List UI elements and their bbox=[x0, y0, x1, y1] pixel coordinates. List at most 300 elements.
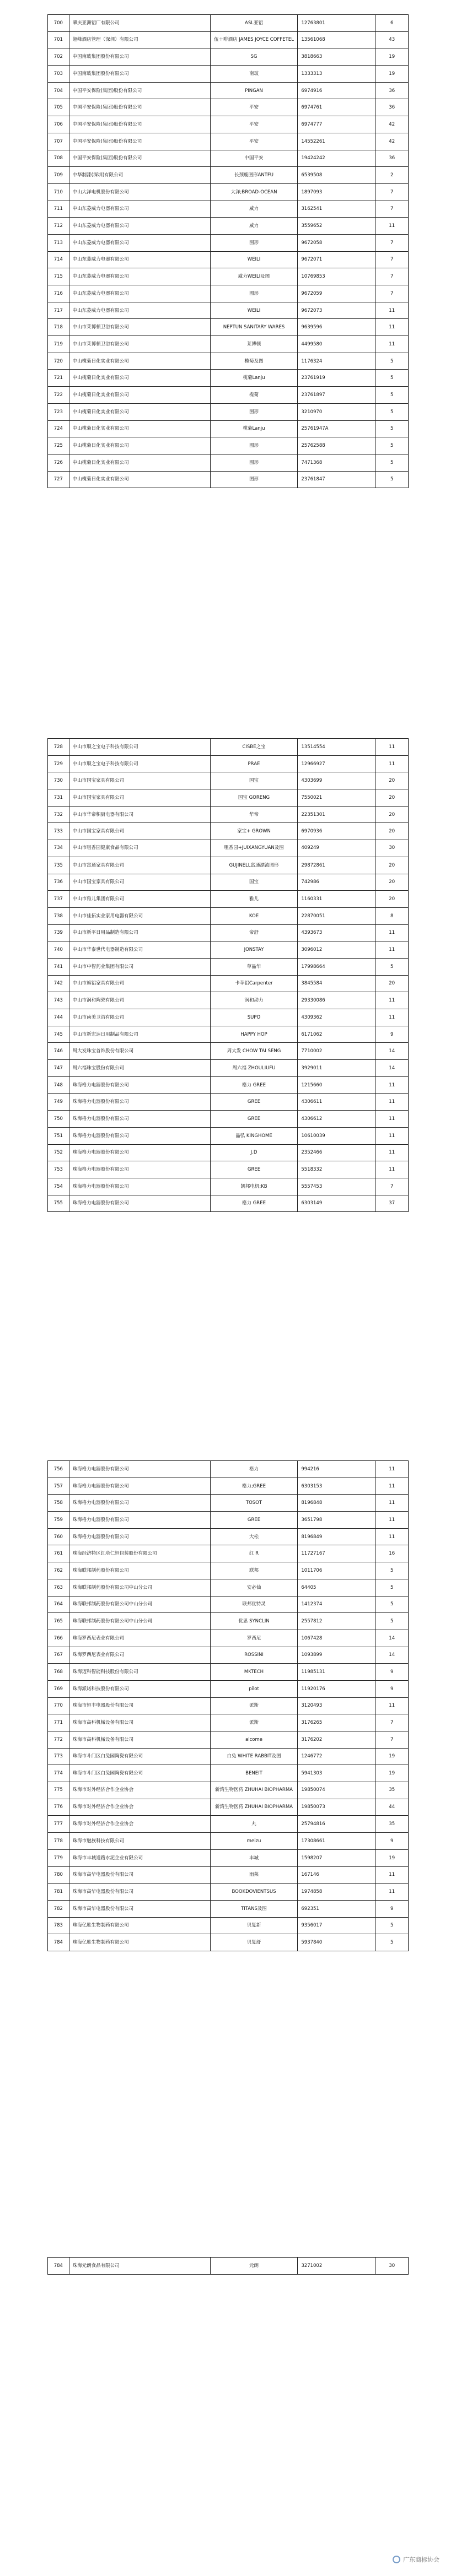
company-name: 珠海市恒丰电器股份有限公司 bbox=[69, 1697, 210, 1714]
table-row bbox=[48, 1512, 409, 1529]
company-name: 珠海亿胜生物制药有限公司 bbox=[69, 1934, 210, 1951]
brand-name: 榄菊及图 bbox=[210, 353, 298, 370]
registration-number: 25761947A bbox=[298, 420, 375, 437]
brand-name: 威力WEILI及图 bbox=[210, 268, 298, 285]
table-row bbox=[48, 1076, 409, 1094]
table-row bbox=[48, 353, 409, 370]
registration-number: 6539508 bbox=[298, 167, 375, 184]
brand-name: 帝舒 bbox=[210, 924, 298, 941]
company-name: 中山榄菊日化实业有限公司 bbox=[69, 403, 210, 420]
brand-name: 大洋;BROAD-OCEAN bbox=[210, 183, 298, 201]
table-row bbox=[48, 1680, 409, 1697]
row-number: 726 bbox=[48, 454, 69, 471]
class-number: 30 bbox=[375, 2258, 409, 2275]
table-row bbox=[48, 15, 409, 32]
registration-number: 3845584 bbox=[298, 975, 375, 992]
company-name: 中山市国宝家具有限公司 bbox=[69, 874, 210, 891]
row-number: 775 bbox=[48, 1782, 69, 1799]
brand-name: 卡苹铝Carpenter bbox=[210, 975, 298, 992]
table-row bbox=[48, 218, 409, 235]
class-number: 11 bbox=[375, 1478, 409, 1495]
brand-name: 周大发 CHOW TAI SENG bbox=[210, 1043, 298, 1060]
registration-number: 13514554 bbox=[298, 739, 375, 756]
company-name: 中山市咀香园健康食品有限公司 bbox=[69, 840, 210, 857]
company-name: 中山市新平日用品制造有限公司 bbox=[69, 924, 210, 941]
class-number: 37 bbox=[375, 1195, 409, 1212]
class-number: 11 bbox=[375, 755, 409, 772]
row-number: 754 bbox=[48, 1178, 69, 1195]
row-number: 712 bbox=[48, 218, 69, 235]
brand-name: 榄菊Lanju bbox=[210, 420, 298, 437]
class-number: 44 bbox=[375, 1799, 409, 1816]
brand-name: 贝复新 bbox=[210, 1917, 298, 1934]
brand-name: WEILI bbox=[210, 251, 298, 268]
row-number: 700 bbox=[48, 15, 69, 32]
registration-number: 5937840 bbox=[298, 1934, 375, 1951]
brand-name: SG bbox=[210, 48, 298, 66]
row-number: 718 bbox=[48, 319, 69, 336]
row-number: 783 bbox=[48, 1917, 69, 1934]
brand-name: 丰城 bbox=[210, 1849, 298, 1866]
company-name: 中山市润和陶瓷有限公司 bbox=[69, 992, 210, 1009]
table-row bbox=[48, 1816, 409, 1833]
company-name: 珠海格力电器股份有限公司 bbox=[69, 1178, 210, 1195]
class-number: 11 bbox=[375, 1144, 409, 1161]
company-name: 珠海罗西尼表业有限公司 bbox=[69, 1630, 210, 1647]
class-number: 20 bbox=[375, 891, 409, 908]
registration-number: 12763801 bbox=[298, 15, 375, 32]
brand-name: NEPTUN SANITARY WARES bbox=[210, 319, 298, 336]
class-number: 11 bbox=[375, 1076, 409, 1094]
company-name: 珠海格力电器股份有限公司 bbox=[69, 1127, 210, 1144]
company-name: 中山东菱威力电器有限公司 bbox=[69, 302, 210, 319]
table-row bbox=[48, 1495, 409, 1512]
brand-name: 图形 bbox=[210, 403, 298, 420]
company-name: 中山榄菊日化实业有限公司 bbox=[69, 471, 210, 488]
row-number: 751 bbox=[48, 1127, 69, 1144]
registration-number: 19850073 bbox=[298, 1799, 375, 1816]
company-name: 珠海格力电器股份有限公司 bbox=[69, 1528, 210, 1545]
table-row bbox=[48, 133, 409, 150]
row-number: 761 bbox=[48, 1545, 69, 1562]
company-name: 周六福珠宝股份有限公司 bbox=[69, 1060, 210, 1077]
table-row bbox=[48, 167, 409, 184]
class-number: 11 bbox=[375, 1512, 409, 1529]
row-number: 776 bbox=[48, 1799, 69, 1816]
row-number: 743 bbox=[48, 992, 69, 1009]
table-row bbox=[48, 1900, 409, 1917]
table-row bbox=[48, 1647, 409, 1664]
brand-name: CISBE之宝 bbox=[210, 739, 298, 756]
company-name: 珠海格力电器股份有限公司 bbox=[69, 1478, 210, 1495]
row-number: 716 bbox=[48, 285, 69, 302]
company-name: 中山市新宏达日用制品有限公司 bbox=[69, 1026, 210, 1043]
company-name: 珠海格力电器股份有限公司 bbox=[69, 1461, 210, 1478]
company-name: 珠海市高科机械设备有限公司 bbox=[69, 1731, 210, 1749]
association-logo-text: 广东商标协会 bbox=[403, 2556, 439, 2563]
row-number: 746 bbox=[48, 1043, 69, 1060]
registration-number: 11920176 bbox=[298, 1680, 375, 1697]
registration-number: 3271002 bbox=[298, 2258, 375, 2275]
company-name: 珠海联邦制药股份有限公司 bbox=[69, 1562, 210, 1579]
row-number: 774 bbox=[48, 1765, 69, 1782]
class-number: 11 bbox=[375, 1111, 409, 1128]
row-number: 745 bbox=[48, 1026, 69, 1043]
table-row bbox=[48, 234, 409, 251]
row-number: 766 bbox=[48, 1630, 69, 1647]
registration-number: 25762588 bbox=[298, 437, 375, 454]
row-number: 772 bbox=[48, 1731, 69, 1749]
brand-name: GREE bbox=[210, 1161, 298, 1178]
row-number: 778 bbox=[48, 1833, 69, 1850]
class-number: 7 bbox=[375, 268, 409, 285]
company-name: 珠海派诺科技股份有限公司 bbox=[69, 1680, 210, 1697]
class-number: 42 bbox=[375, 133, 409, 150]
row-number: 724 bbox=[48, 420, 69, 437]
table-section-1 bbox=[47, 14, 409, 488]
row-number: 759 bbox=[48, 1512, 69, 1529]
brand-name: 平安 bbox=[210, 133, 298, 150]
class-number: 7 bbox=[375, 183, 409, 201]
company-name: 珠海市高华电器股份有限公司 bbox=[69, 1884, 210, 1901]
row-number: 749 bbox=[48, 1094, 69, 1111]
class-number: 19 bbox=[375, 48, 409, 66]
row-number: 715 bbox=[48, 268, 69, 285]
row-number: 742 bbox=[48, 975, 69, 992]
registration-number: 3929011 bbox=[298, 1060, 375, 1077]
class-number: 14 bbox=[375, 1647, 409, 1664]
row-number: 755 bbox=[48, 1195, 69, 1212]
company-name: 中国平安保险(集团)股份有限公司 bbox=[69, 99, 210, 116]
registration-number: 6303153 bbox=[298, 1478, 375, 1495]
company-name: 中国平安保险(集团)股份有限公司 bbox=[69, 82, 210, 99]
table-section-3 bbox=[47, 1460, 409, 1951]
class-number: 9 bbox=[375, 1664, 409, 1681]
class-number: 5 bbox=[375, 353, 409, 370]
class-number: 9 bbox=[375, 1900, 409, 1917]
company-name: 中山市顺之宝电子科技有限公司 bbox=[69, 739, 210, 756]
row-number: 704 bbox=[48, 82, 69, 99]
row-number: 707 bbox=[48, 133, 69, 150]
company-name: 中山榄菊日化实业有限公司 bbox=[69, 370, 210, 387]
company-name: 中国南玻集团股份有限公司 bbox=[69, 48, 210, 66]
company-name: 中国平安保险(集团)股份有限公司 bbox=[69, 133, 210, 150]
brand-name: ASL亚铝 bbox=[210, 15, 298, 32]
table-section-4 bbox=[47, 2257, 409, 2275]
registration-number: 23761847 bbox=[298, 471, 375, 488]
class-number: 5 bbox=[375, 403, 409, 420]
table-row bbox=[48, 1799, 409, 1816]
table-row bbox=[48, 31, 409, 48]
brand-name: GREE bbox=[210, 1094, 298, 1111]
table-row bbox=[48, 420, 409, 437]
registration-number: 2352466 bbox=[298, 1144, 375, 1161]
company-name: 珠海市高华电器股份有限公司 bbox=[69, 1900, 210, 1917]
table-row bbox=[48, 1060, 409, 1077]
company-name: 珠海经济特区红塔仁恒包装股份有限公司 bbox=[69, 1545, 210, 1562]
class-number: 9 bbox=[375, 1680, 409, 1697]
registration-number: 167146 bbox=[298, 1866, 375, 1884]
class-number: 5 bbox=[375, 958, 409, 975]
registration-number: 994216 bbox=[298, 1461, 375, 1478]
table-row bbox=[48, 1731, 409, 1749]
class-number: 19 bbox=[375, 1748, 409, 1765]
company-name: 珠海联邦制药股份有限公司中山分公司 bbox=[69, 1613, 210, 1630]
brand-name: 平安 bbox=[210, 99, 298, 116]
table-row bbox=[48, 1528, 409, 1545]
brand-name: 南玻 bbox=[210, 66, 298, 83]
table-row bbox=[48, 1849, 409, 1866]
registration-number: 1160331 bbox=[298, 891, 375, 908]
class-number: 11 bbox=[375, 1697, 409, 1714]
class-number: 36 bbox=[375, 82, 409, 99]
row-number: 734 bbox=[48, 840, 69, 857]
registration-number: 3120493 bbox=[298, 1697, 375, 1714]
class-number: 36 bbox=[375, 150, 409, 167]
row-number: 706 bbox=[48, 116, 69, 133]
company-name: 珠海市对外经济合作企业协会 bbox=[69, 1782, 210, 1799]
table-row bbox=[48, 1111, 409, 1128]
table-row bbox=[48, 2258, 409, 2275]
class-number: 7 bbox=[375, 285, 409, 302]
class-number: 20 bbox=[375, 789, 409, 807]
registration-number: 3096012 bbox=[298, 941, 375, 959]
brand-name: 格力;GREE bbox=[210, 1478, 298, 1495]
registration-number: 1093899 bbox=[298, 1647, 375, 1664]
company-name: 珠海元朗食品有限公司 bbox=[69, 2258, 210, 2275]
brand-name: pilot bbox=[210, 1680, 298, 1697]
table-row bbox=[48, 370, 409, 387]
class-number: 11 bbox=[375, 941, 409, 959]
table-row bbox=[48, 840, 409, 857]
company-name: 中山市雅儿集团有限公司 bbox=[69, 891, 210, 908]
class-number: 43 bbox=[375, 31, 409, 48]
company-name: 珠海格力电器股份有限公司 bbox=[69, 1144, 210, 1161]
table-row bbox=[48, 285, 409, 302]
brand-name: 咀香园+JUIXANGYUAN及图 bbox=[210, 840, 298, 857]
registration-number: 64405 bbox=[298, 1579, 375, 1596]
brand-name: meizu bbox=[210, 1833, 298, 1850]
class-number: 6 bbox=[375, 15, 409, 32]
registration-number: 6171062 bbox=[298, 1026, 375, 1043]
class-number: 20 bbox=[375, 772, 409, 789]
table-row bbox=[48, 454, 409, 471]
row-number: 768 bbox=[48, 1664, 69, 1681]
class-number: 14 bbox=[375, 1060, 409, 1077]
table-row bbox=[48, 941, 409, 959]
registration-number: 8196848 bbox=[298, 1495, 375, 1512]
class-number: 7 bbox=[375, 234, 409, 251]
registration-number: 4499580 bbox=[298, 336, 375, 353]
company-name: 中山市华帝积厨电器有限公司 bbox=[69, 806, 210, 823]
registration-number: 9356017 bbox=[298, 1917, 375, 1934]
company-name: 珠海市斗门区白兔园陶瓷有限公司 bbox=[69, 1765, 210, 1782]
trademark-table-2 bbox=[47, 738, 409, 1212]
class-number: 36 bbox=[375, 99, 409, 116]
registration-number: 11985131 bbox=[298, 1664, 375, 1681]
brand-name: 威力 bbox=[210, 218, 298, 235]
brand-name: 格力 GREE bbox=[210, 1195, 298, 1212]
brand-name: 格力 bbox=[210, 1461, 298, 1478]
class-number: 5 bbox=[375, 420, 409, 437]
registration-number: 19424242 bbox=[298, 150, 375, 167]
registration-number: 9672073 bbox=[298, 302, 375, 319]
company-name: 珠海联邦制药股份有限公司中山分公司 bbox=[69, 1596, 210, 1613]
table-row bbox=[48, 1545, 409, 1562]
association-logo-icon bbox=[393, 2556, 400, 2563]
registration-number: 14552261 bbox=[298, 133, 375, 150]
brand-name: 周六福 ZHOULIUFU bbox=[210, 1060, 298, 1077]
brand-name: TOSOT bbox=[210, 1495, 298, 1512]
table-row bbox=[48, 1748, 409, 1765]
brand-name: 雨莱 bbox=[210, 1866, 298, 1884]
class-number: 5 bbox=[375, 1596, 409, 1613]
company-name: 珠海格力电器股份有限公司 bbox=[69, 1195, 210, 1212]
table-row bbox=[48, 336, 409, 353]
company-name: 珠海罗西尼表业有限公司 bbox=[69, 1647, 210, 1664]
class-number: 11 bbox=[375, 1009, 409, 1026]
registration-number: 23761897 bbox=[298, 387, 375, 404]
registration-number: 1412374 bbox=[298, 1596, 375, 1613]
registration-number: 23761919 bbox=[298, 370, 375, 387]
table-row bbox=[48, 924, 409, 941]
row-number: 733 bbox=[48, 823, 69, 840]
brand-name: 贝复舒 bbox=[210, 1934, 298, 1951]
class-number: 11 bbox=[375, 1461, 409, 1478]
brand-name: PINGAN bbox=[210, 82, 298, 99]
company-name: 中山榄菊日化实业有限公司 bbox=[69, 437, 210, 454]
table-row bbox=[48, 975, 409, 992]
company-name: 中山市国宝家具有限公司 bbox=[69, 789, 210, 807]
class-number: 11 bbox=[375, 992, 409, 1009]
class-number: 11 bbox=[375, 1528, 409, 1545]
row-number: 719 bbox=[48, 336, 69, 353]
class-number: 20 bbox=[375, 975, 409, 992]
table-row bbox=[48, 1178, 409, 1195]
company-name: 中山市莱博顿卫浴有限公司 bbox=[69, 319, 210, 336]
brand-name: 优思 SYNCLIN bbox=[210, 1613, 298, 1630]
company-name: 珠海市丰城道路水泥企业有限公司 bbox=[69, 1849, 210, 1866]
registration-number: 3559652 bbox=[298, 218, 375, 235]
brand-name: 元朗 bbox=[210, 2258, 298, 2275]
brand-name: 国宝 bbox=[210, 874, 298, 891]
brand-name: 新湾生物医药 ZHUHAI BIOPHARMA bbox=[210, 1799, 298, 1816]
registration-number: 17308661 bbox=[298, 1833, 375, 1850]
row-number: 756 bbox=[48, 1461, 69, 1478]
company-name: 中山市佳拓实业家用电器有限公司 bbox=[69, 907, 210, 924]
row-number: 714 bbox=[48, 251, 69, 268]
class-number: 16 bbox=[375, 1545, 409, 1562]
row-number: 737 bbox=[48, 891, 69, 908]
class-number: 9 bbox=[375, 1833, 409, 1850]
row-number: 784 bbox=[48, 1934, 69, 1951]
row-number: 701 bbox=[48, 31, 69, 48]
brand-name: 图形 bbox=[210, 234, 298, 251]
company-name: 中山市旗铝家具有限公司 bbox=[69, 975, 210, 992]
table-row bbox=[48, 82, 409, 99]
class-number: 5 bbox=[375, 471, 409, 488]
row-number: 730 bbox=[48, 772, 69, 789]
class-number: 20 bbox=[375, 806, 409, 823]
brand-name: SUPO bbox=[210, 1009, 298, 1026]
class-number: 5 bbox=[375, 437, 409, 454]
row-number: 705 bbox=[48, 99, 69, 116]
brand-name: 国宝 bbox=[210, 772, 298, 789]
brand-name: alcome bbox=[210, 1731, 298, 1749]
registration-number: 1974858 bbox=[298, 1884, 375, 1901]
brand-name: JONSTAY bbox=[210, 941, 298, 959]
trademark-table-3 bbox=[47, 1460, 409, 1951]
class-number: 7 bbox=[375, 201, 409, 218]
brand-name: ROSSINI bbox=[210, 1647, 298, 1664]
table-row bbox=[48, 251, 409, 268]
registration-number: 409249 bbox=[298, 840, 375, 857]
row-number: 757 bbox=[48, 1478, 69, 1495]
registration-number: 6974777 bbox=[298, 116, 375, 133]
table-row bbox=[48, 823, 409, 840]
brand-name: 长颈鹿图形ANTFU bbox=[210, 167, 298, 184]
class-number: 19 bbox=[375, 1765, 409, 1782]
row-number: 773 bbox=[48, 1748, 69, 1765]
class-number: 5 bbox=[375, 1562, 409, 1579]
class-number: 7 bbox=[375, 1731, 409, 1749]
trademark-table-1 bbox=[47, 14, 409, 488]
class-number: 2 bbox=[375, 167, 409, 184]
registration-number: 6974761 bbox=[298, 99, 375, 116]
table-row bbox=[48, 1596, 409, 1613]
class-number: 30 bbox=[375, 840, 409, 857]
table-row bbox=[48, 1917, 409, 1934]
registration-number: 1011706 bbox=[298, 1562, 375, 1579]
class-number: 11 bbox=[375, 739, 409, 756]
class-number: 11 bbox=[375, 319, 409, 336]
registration-number: 4309362 bbox=[298, 1009, 375, 1026]
company-name: 中华制漆(深圳)有限公司 bbox=[69, 167, 210, 184]
company-name: 中山大洋电机股份有限公司 bbox=[69, 183, 210, 201]
row-number: 771 bbox=[48, 1714, 69, 1731]
row-number: 769 bbox=[48, 1680, 69, 1697]
company-name: 珠海联邦制药股份有限公司中山分公司 bbox=[69, 1579, 210, 1596]
table-row bbox=[48, 48, 409, 66]
company-name: 中国南玻集团股份有限公司 bbox=[69, 66, 210, 83]
row-number: 713 bbox=[48, 234, 69, 251]
table-row bbox=[48, 302, 409, 319]
registration-number: 11727167 bbox=[298, 1545, 375, 1562]
registration-number: 10769853 bbox=[298, 268, 375, 285]
registration-number: 3176265 bbox=[298, 1714, 375, 1731]
brand-name: 伍＋啡酒店 JAMES JOYCE COFFETEL bbox=[210, 31, 298, 48]
brand-name: 图形 bbox=[210, 471, 298, 488]
brand-name: 新湾生物医药 ZHUHAI BIOPHARMA bbox=[210, 1782, 298, 1799]
table-row bbox=[48, 116, 409, 133]
table-row bbox=[48, 150, 409, 167]
brand-name: 联邦 bbox=[210, 1562, 298, 1579]
brand-name: J.D bbox=[210, 1144, 298, 1161]
registration-number: 17998664 bbox=[298, 958, 375, 975]
registration-number: 22870051 bbox=[298, 907, 375, 924]
class-number: 8 bbox=[375, 907, 409, 924]
row-number: 779 bbox=[48, 1849, 69, 1866]
company-name: 中山榄菊日化实业有限公司 bbox=[69, 387, 210, 404]
brand-name: 莱博顿 bbox=[210, 336, 298, 353]
brand-name: 润和动力 bbox=[210, 992, 298, 1009]
row-number: 782 bbox=[48, 1900, 69, 1917]
class-number: 20 bbox=[375, 823, 409, 840]
brand-name: GREE bbox=[210, 1111, 298, 1128]
table-row bbox=[48, 1884, 409, 1901]
brand-name: 派斯 bbox=[210, 1714, 298, 1731]
company-name: 周大发珠宝首饰股份有限公司 bbox=[69, 1043, 210, 1060]
